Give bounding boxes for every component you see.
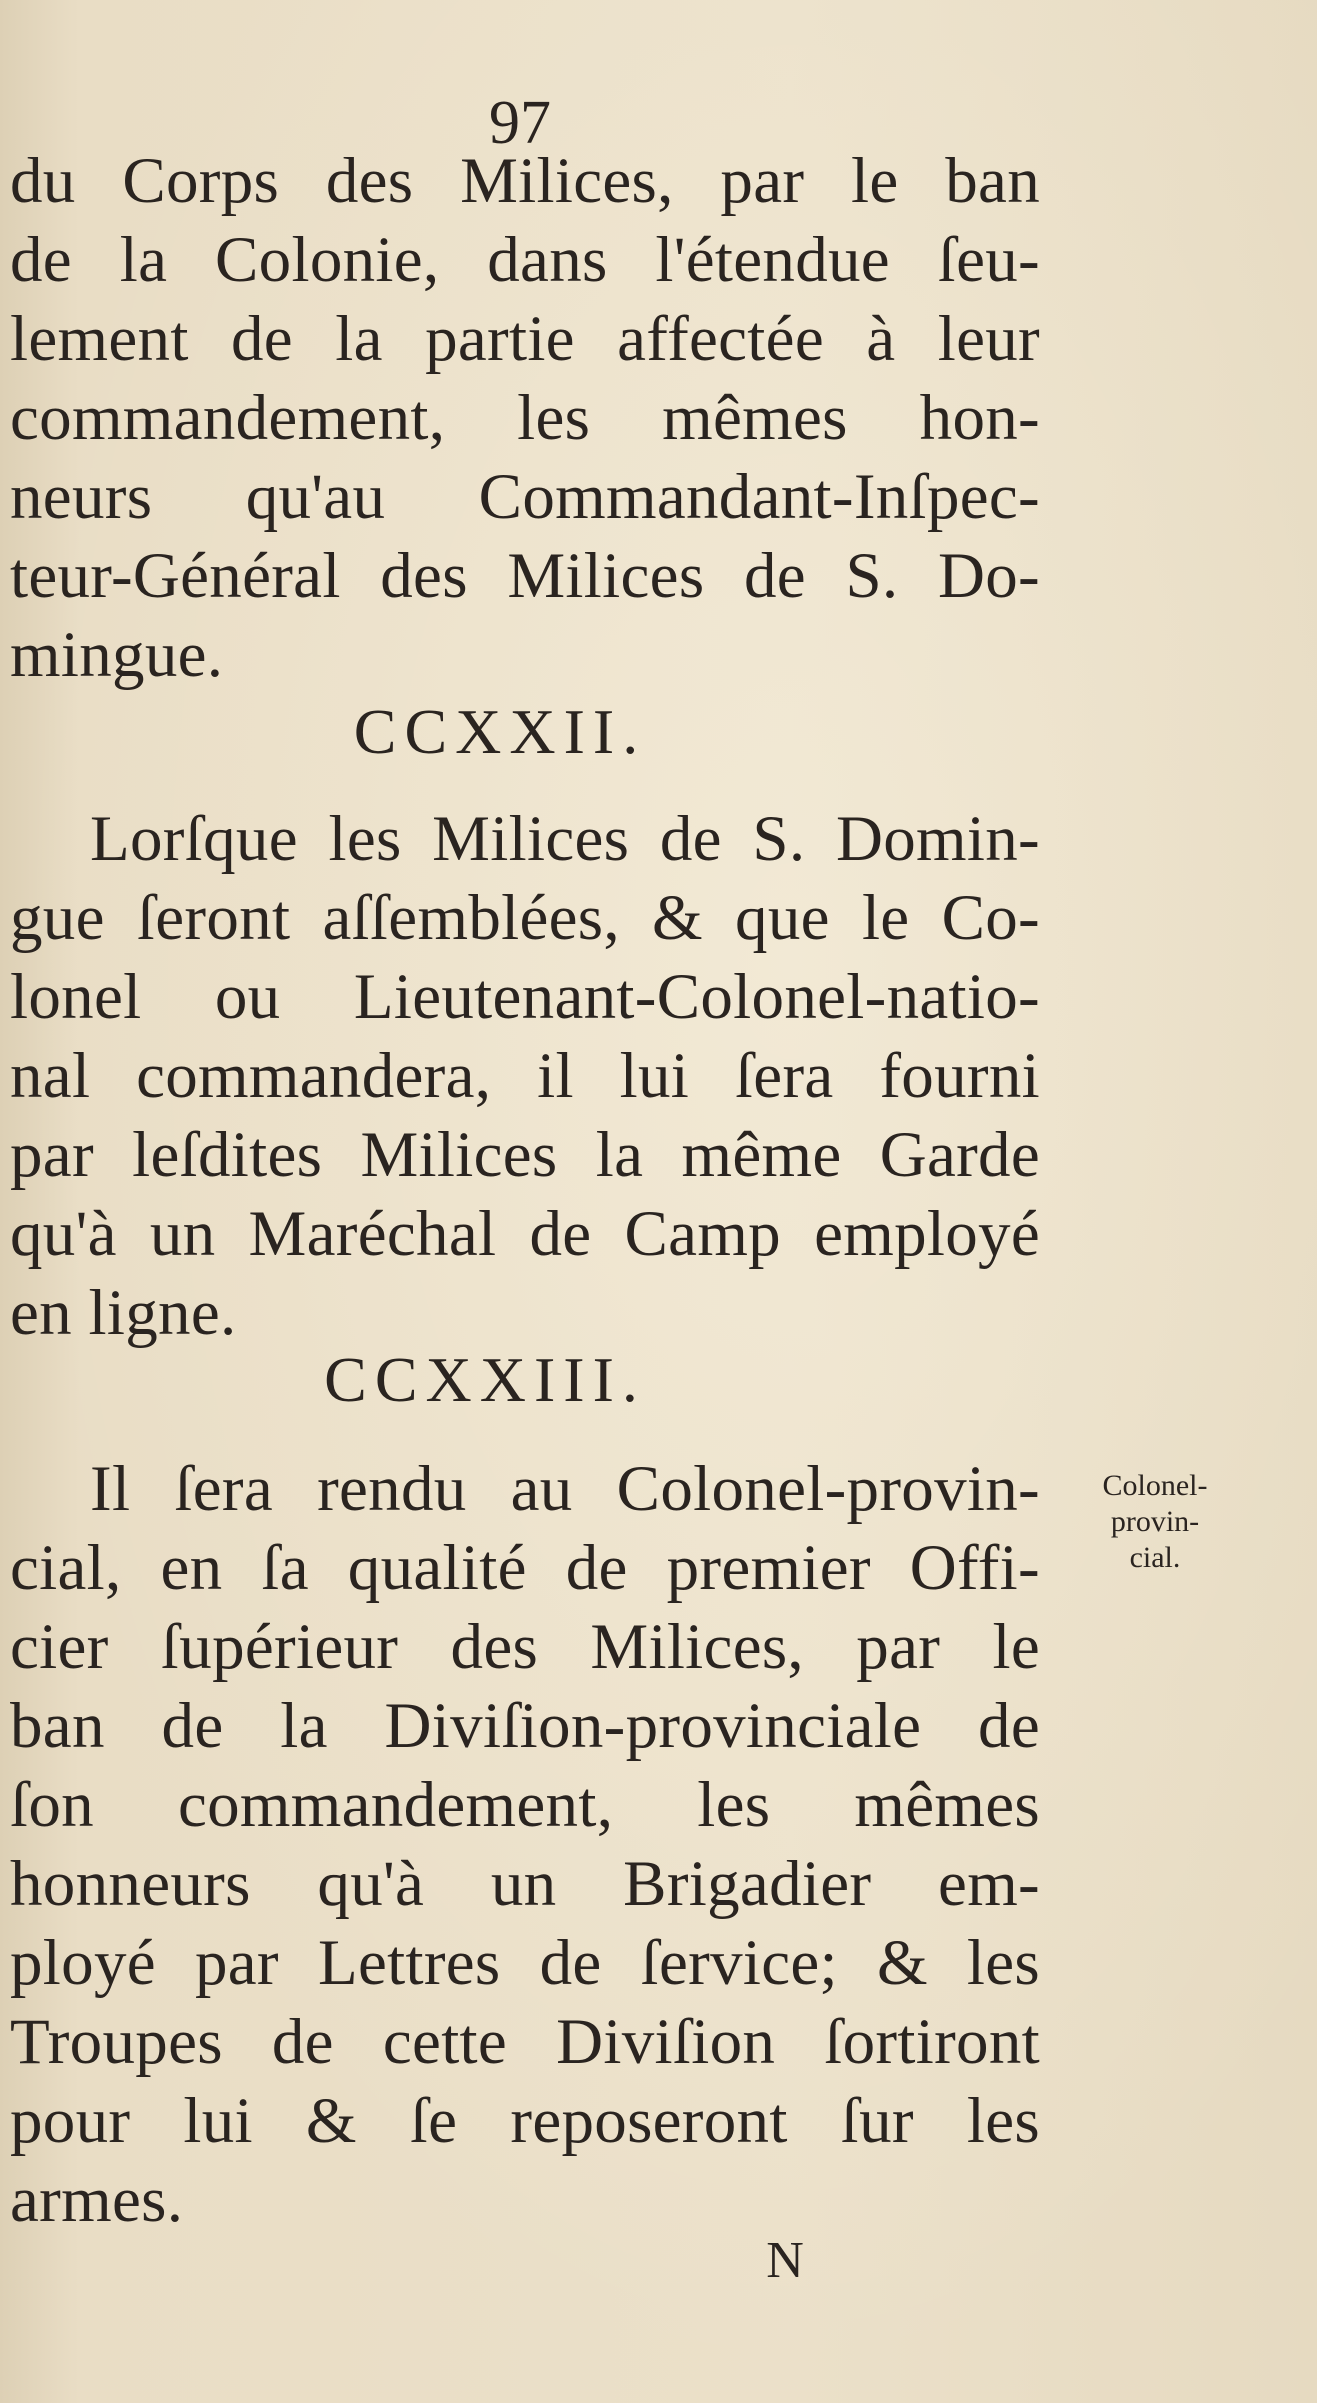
text-line: cial, en ſa qualité de premier Offi- [10,1532,1040,1604]
text-line: ſon commandement, les mêmes [10,1769,1040,1841]
text-line: teur-Général des Milices de S. Do- [10,540,1040,612]
text-line: Lorſque les Milices de S. Domin- [90,803,1040,875]
margin-note-line: provin- [1110,1505,1200,1538]
page-number: 97 [489,89,551,157]
article-heading-ccxxiii: CCXXIII. [324,1344,646,1415]
signature-mark: N [766,2232,804,2289]
text-line: qu'à un Maréchal de Camp employé [10,1198,1040,1270]
text-line: armes. [10,2164,184,2236]
text-line: cier ſupérieur des Milices, par le [10,1611,1040,1683]
text-line: en ligne. [10,1277,237,1349]
article-heading-ccxxii: CCXXII. [353,696,647,767]
text-line: pour lui & ſe reposeront ſur les [10,2085,1040,2157]
margin-note [1055,1468,1255,1576]
text-line: gue ſeront aſſemblées, & que le Co- [10,882,1040,954]
text-line: lonel ou Lieutenant-Colonel-natio- [10,961,1040,1033]
text-line: nal commandera, il lui ſera fourni [10,1040,1040,1112]
text-line: ban de la Diviſion-provinciale de [10,1690,1040,1762]
text-line: commandement, les mêmes hon- [10,382,1040,454]
text-line: neurs qu'au Commandant-Inſpec- [10,461,1040,533]
margin-note-line: cial. [1129,1541,1181,1574]
margin-note-line: Colonel- [1102,1469,1208,1502]
text-line: mingue. [10,619,224,691]
text-line: de la Colonie, dans l'étendue ſeu- [10,224,1040,296]
article-ccxxiii-text [10,1450,1040,2240]
text-line: ployé par Lettres de ſervice; & les [10,1927,1040,1999]
article-ccxxii-text [10,800,1040,1353]
text-line: Il ſera rendu au Colonel-provin- [90,1453,1040,1525]
text-line: lement de la partie affectée à leur [10,303,1040,375]
text-line: du Corps des Milices, par le ban [10,145,1040,217]
text-line: honneurs qu'à un Brigadier em- [10,1848,1040,1920]
text-line: Troupes de cette Diviſion ſortiront [10,2006,1040,2078]
intro-paragraph [10,142,1040,695]
text-line: par leſdites Milices la même Garde [10,1119,1040,1191]
